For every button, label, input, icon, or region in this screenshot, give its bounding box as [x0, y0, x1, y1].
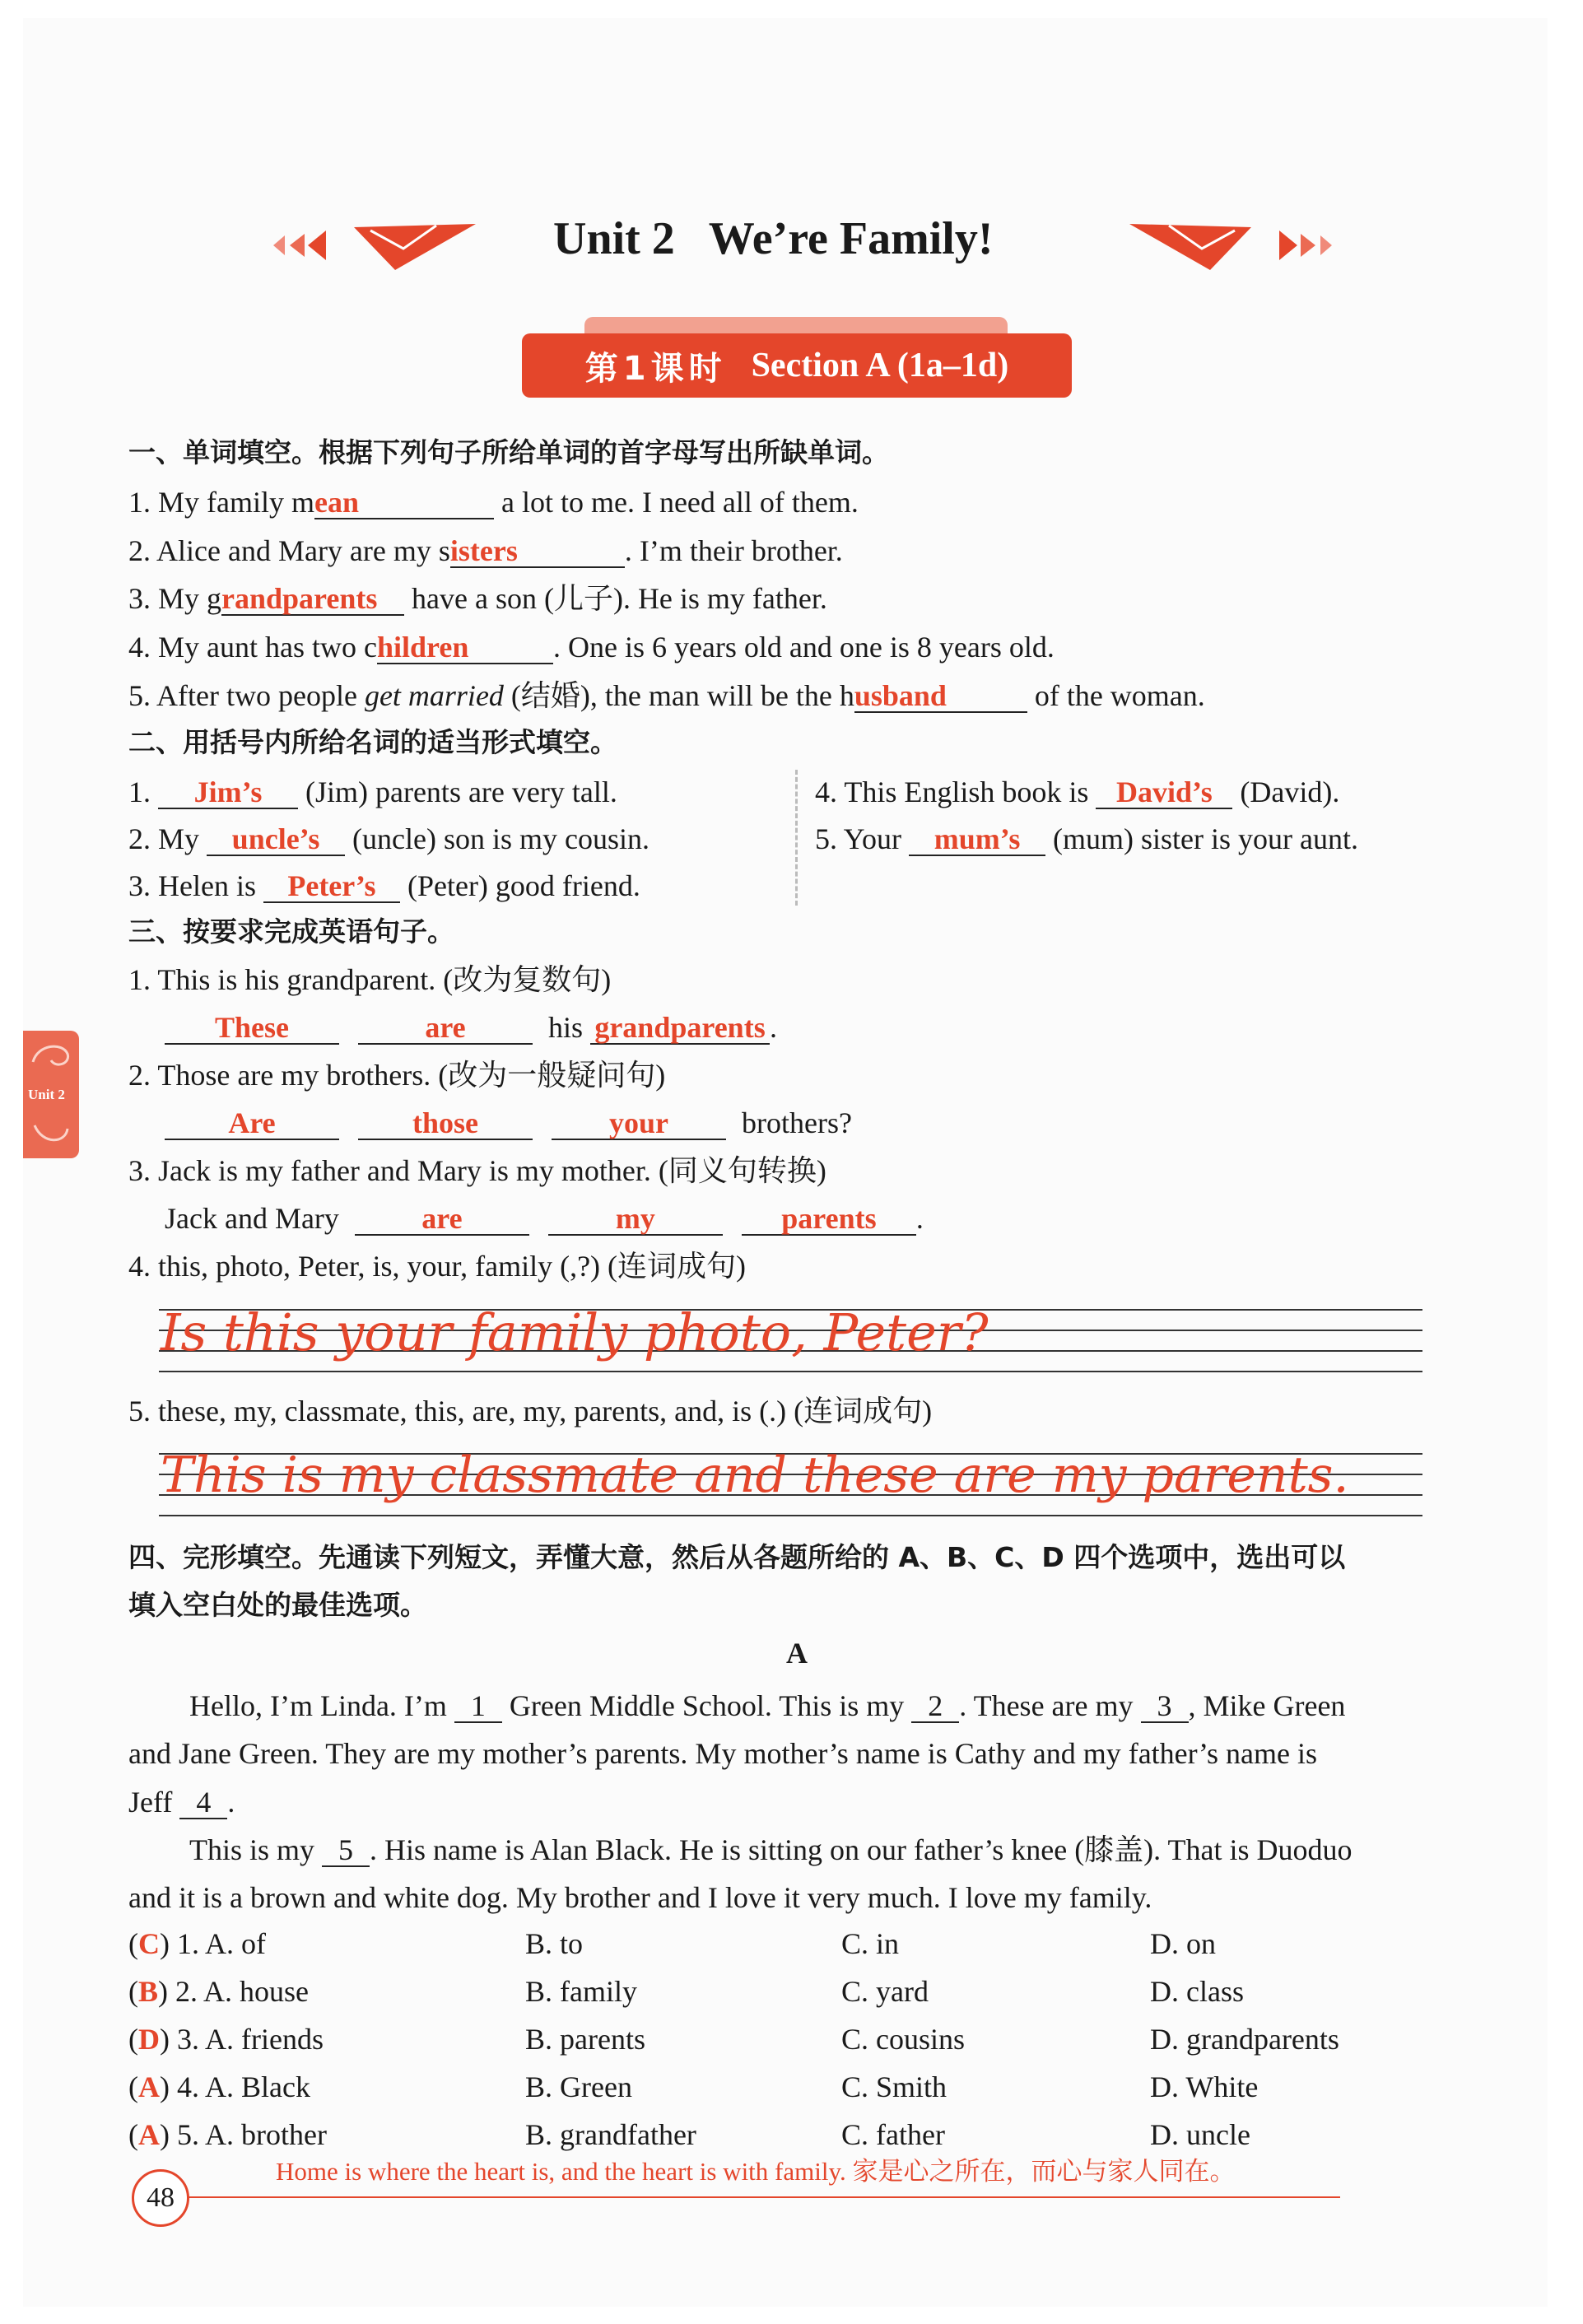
part1-item-3: 3. My grandparents have a son (儿子). He is my father.: [128, 582, 827, 615]
answer-text: randparents: [221, 582, 378, 615]
writing-rule: [159, 1515, 1422, 1516]
page-number-badge: [132, 2169, 189, 2227]
part2-item-5: 5. Your mum’s (mum) sister is your aunt.: [815, 822, 1358, 855]
answer-text: are: [425, 1011, 466, 1044]
part2-item-4: 4. This English book is David’s (David).: [815, 775, 1340, 808]
answer-text: C: [138, 1927, 160, 1960]
passage-label: A: [786, 1637, 808, 1670]
part3-q5-answer: This is my classmate and these are my parents.: [161, 1446, 1349, 1504]
part1-item-5: 5. After two people get married (结婚), the man will be the husband of the woman.: [128, 679, 1205, 712]
part1-item-1: 1. My family mean a lot to me. I need all of them.: [128, 486, 859, 519]
answer-text: Peter’s: [287, 869, 376, 902]
answer-text: Are: [228, 1106, 276, 1139]
answer-text: uncle’s: [231, 822, 320, 855]
answer-text: ean: [314, 486, 359, 519]
title-arrows-left: [272, 221, 486, 281]
answer-text: hildren: [376, 631, 469, 664]
writing-rule: [159, 1371, 1422, 1372]
passage-line-1: Hello, I’m Linda. I’m 1 Green Middle School. This is my 2 . These are my 3 , Mike Green: [189, 1689, 1346, 1722]
paper-plane-right-icon: [1120, 221, 1334, 277]
passage-line-5: and it is a brown and white dog. My brother and I love it very much. I love my family.: [128, 1881, 1152, 1914]
answer-text: A: [138, 2070, 160, 2103]
part2-divider: [795, 770, 798, 906]
part3-heading: 三、按要求完成英语句子。: [128, 915, 454, 948]
part2-item-1: 1. Jim’s (Jim) parents are very tall.: [128, 775, 617, 808]
part3-q2-answer: Are those your brothers?: [165, 1105, 852, 1141]
passage-line-4: This is my 5 . His name is Alan Black. He is sitting on our father’s knee (膝盖). That is Duoduo: [189, 1833, 1353, 1866]
part2-item-3: 3. Helen is Peter’s (Peter) good friend.: [128, 869, 640, 902]
part1-item-4: 4. My aunt has two children . One is 6 years old and one is 8 years old.: [128, 631, 1055, 664]
answer-text: mum’s: [934, 822, 1021, 855]
part4-heading-2: 填入空白处的最佳选项。: [128, 1589, 427, 1621]
lesson-banner: [522, 333, 1072, 398]
answer-text: A: [138, 2118, 160, 2151]
part3-q1-prompt: 1. This is his grandparent. (改为复数句): [128, 963, 612, 996]
passage-line-3: Jeff 4 .: [128, 1786, 235, 1819]
answer-text: my: [615, 1202, 655, 1235]
answer-text: your: [609, 1106, 668, 1139]
answer-text: David’s: [1116, 775, 1213, 808]
part1-item-2: 2. Alice and Mary are my sisters . I’m their brother.: [128, 534, 843, 567]
swirl-icon: [26, 1037, 76, 1078]
title-arrows-right: [1120, 221, 1334, 281]
page-number: 48: [147, 2182, 175, 2213]
part2-heading: 二、用括号内所给名词的适当形式填空。: [128, 726, 617, 758]
swirl-icon: [26, 1117, 76, 1150]
page-title: Unit 2 We’re Family!: [553, 213, 994, 264]
side-unit-tab: [23, 1031, 79, 1158]
answer-text: D: [138, 2023, 160, 2056]
answer-text: isters: [449, 534, 518, 567]
answer-text: are: [421, 1202, 463, 1235]
answer-text: usband: [854, 679, 947, 712]
side-unit-label: Unit 2: [28, 1087, 65, 1102]
part2-item-2: 2. My uncle’s (uncle) son is my cousin.: [128, 822, 649, 855]
part3-q5-prompt: 5. these, my, classmate, this, are, my, parents, and, is (.) (连词成句): [128, 1395, 933, 1427]
answer-text: These: [215, 1011, 289, 1044]
paper-plane-left-icon: [272, 221, 486, 277]
part3-q4-answer: Is this your family photo, Peter?: [161, 1302, 989, 1362]
answer-text: Jim’s: [193, 775, 263, 808]
part3-q2-prompt: 2. Those are my brothers. (改为一般疑问句): [128, 1059, 666, 1092]
passage-line-2: and Jane Green. They are my mother’s parents. My mother’s name is Cathy and my father’s name is: [128, 1737, 1317, 1770]
part3-q3-prompt: 3. Jack is my father and Mary is my mother. (同义句转换): [128, 1154, 826, 1187]
part3-q1-answer: These are his grandparents .: [165, 1009, 777, 1046]
answer-text: those: [412, 1106, 478, 1139]
answer-text: B: [138, 1975, 159, 2008]
answer-text: parents: [781, 1202, 877, 1235]
lesson-label: 第1课时: [584, 349, 727, 388]
lesson-section: Section A (1a–1d): [751, 347, 1009, 384]
footer-rule: [188, 2196, 1340, 2198]
part3-q4-prompt: 4. this, photo, Peter, is, your, family (,?) (连词成句): [128, 1250, 747, 1283]
part3-q3-answer: Jack and Mary are my parents .: [165, 1202, 924, 1235]
part1-heading: 一、单词填空。根据下列句子所给单词的首字母写出所缺单词。: [128, 436, 889, 468]
footer-motto: Home is where the heart is, and the heart is with family. 家是心之所在，而心与家人同在。: [276, 2157, 1236, 2186]
part4-heading: 四、完形填空。先通读下列短文，弄懂大意，然后从各题所给的 A、B、C、D 四个选项中，选出可以: [128, 1541, 1346, 1573]
answer-text: grandparents: [594, 1011, 766, 1044]
